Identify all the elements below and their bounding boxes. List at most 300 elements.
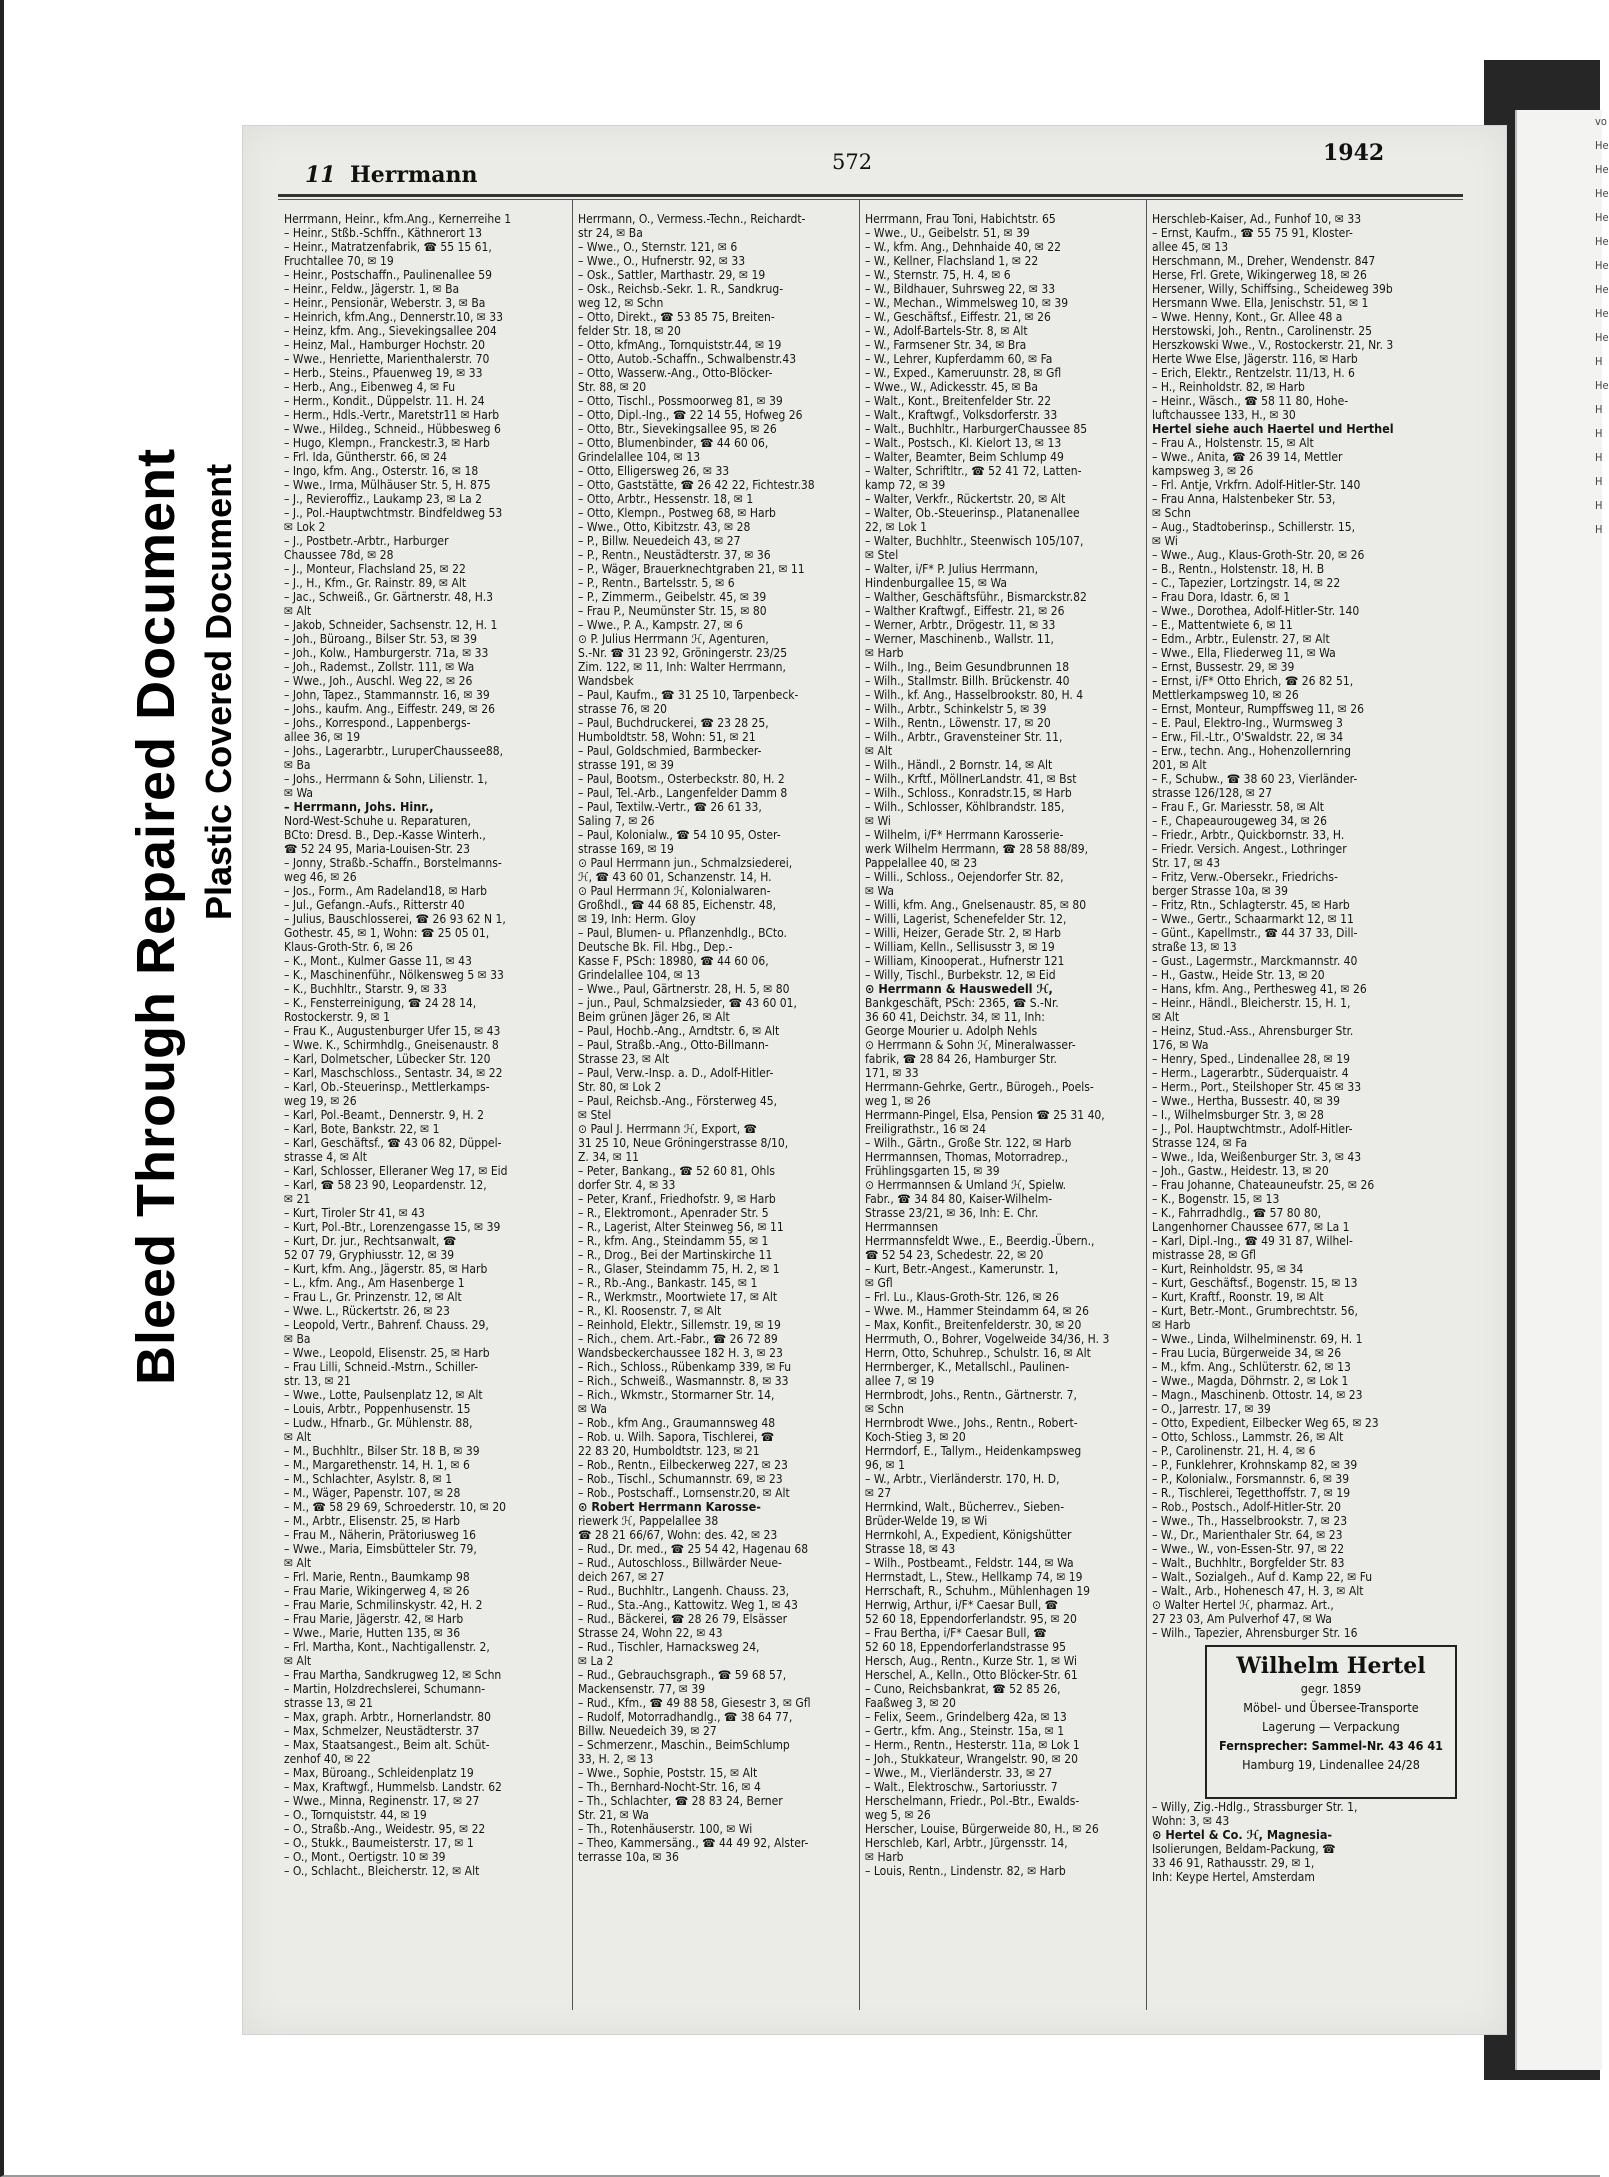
directory-entry: – Heinz, Mal., Hamburger Hochstr. 20 xyxy=(284,338,485,352)
directory-entry: – Walter, Beamter, Beim Schlump 49 xyxy=(865,450,1064,464)
directory-entry: – J., Pol. Hauptwchtmstr., Adolf-Hitler- xyxy=(1152,1122,1353,1136)
directory-entry: Str. 17, ✉ 43 xyxy=(1152,856,1221,870)
directory-entry: – Heinz, Stud.-Ass., Ahrensburger Str. xyxy=(1152,1024,1354,1038)
directory-entry: – Rud., Dr. med., ☎ 25 54 42, Hagenau 68 xyxy=(578,1542,809,1556)
directory-entry: – J., H., Kfm., Gr. Rainstr. 89, ✉ Alt xyxy=(284,576,467,590)
directory-entry: – Heinz, kfm. Ang., Sievekingsallee 204 xyxy=(284,324,497,338)
directory-entry: – Th., Bernhard-Nocht-Str. 16, ✉ 4 xyxy=(578,1780,761,1794)
directory-entry: – C., Tapezier, Lortzingstr. 14, ✉ 22 xyxy=(1152,576,1341,590)
directory-entry: ⊙ Herrmann & Sohn ℋ, Mineralwasser- xyxy=(865,1038,1076,1052)
directory-entry: – Wilh., Schlosser, Köhlbrandstr. 185, xyxy=(865,800,1065,814)
directory-entry: Grindelallee 104, ✉ 13 xyxy=(578,968,701,982)
directory-entry: weg 5, ✉ 26 xyxy=(865,1808,931,1822)
directory-entry: Str. 88, ✉ 20 xyxy=(578,380,647,394)
directory-entry: – Kurt, Tiroler Str 41, ✉ 43 xyxy=(284,1206,425,1220)
directory-entry: – Otto, Direkt., ☎ 53 85 75, Breiten- xyxy=(578,310,775,324)
ad-address: Hamburg 19, Lindenallee 24/28 xyxy=(1242,1757,1420,1772)
column-separator xyxy=(1146,200,1147,2010)
directory-entry: ⊙ Paul J. Herrmann ℋ, Export, ☎ xyxy=(578,1122,757,1136)
directory-entry: – Karl, Ob.-Steuerinsp., Mettlerkamps- xyxy=(284,1080,490,1094)
directory-entry: – Heinr., Wäsch., ☎ 58 11 80, Hohe- xyxy=(1152,394,1349,408)
directory-entry: – Herb., Ang., Eibenweg 4, ✉ Fu xyxy=(284,380,456,394)
directory-entry: ✉ Ba xyxy=(284,1332,311,1346)
directory-entry: ☎ 52 54 23, Schedestr. 22, ✉ 20 xyxy=(865,1248,1044,1262)
directory-entry: – Herm., Kondit., Düppelstr. 11. H. 24 xyxy=(284,394,485,408)
directory-entry: – Otto, Expedient, Eilbecker Weg 65, ✉ 23 xyxy=(1152,1416,1379,1430)
directory-entry: 22 83 20, Humboldtstr. 123, ✉ 21 xyxy=(578,1444,760,1458)
directory-entry: ⊙ Paul Herrmann jun., Schmalzsiederei, xyxy=(578,856,793,870)
directory-entry: Herrnkind, Walt., Bücherrev., Sieben- xyxy=(865,1500,1065,1514)
header-rule-thin xyxy=(278,199,1463,200)
directory-entry: – Karl, Schlosser, Elleraner Weg 17, ✉ Eid xyxy=(284,1164,508,1178)
advertisement-box xyxy=(1205,1645,1457,1799)
directory-entry: – F., Schubw., ☎ 38 60 23, Vierländer- xyxy=(1152,772,1358,786)
directory-column-1 xyxy=(284,212,560,2012)
directory-entry: – Karl, Maschschloss., Sentastr. 34, ✉ 22 xyxy=(284,1066,503,1080)
directory-entry: – Hugo, Klempn., Franckestr.3, ✉ Harb xyxy=(284,436,490,450)
directory-entry: – Frau K., Augustenburger Ufer 15, ✉ 43 xyxy=(284,1024,501,1038)
directory-entry: Brüder-Welde 19, ✉ Wi xyxy=(865,1514,988,1528)
directory-entry: Herschmann, M., Dreher, Wendenstr. 847 xyxy=(1152,254,1376,268)
directory-entry: – Th., Rotenhäuserstr. 100, ✉ Wi xyxy=(578,1822,753,1836)
directory-entry: fabrik, ☎ 28 84 26, Hamburger Str. xyxy=(865,1052,1057,1066)
ad-phone: Fernsprecher: Sammel-Nr. 43 46 41 xyxy=(1219,1738,1443,1753)
directory-entry: – Otto, Elligersweg 26, ✉ 33 xyxy=(578,464,730,478)
directory-entry: strasse 13, ✉ 21 xyxy=(284,1696,374,1710)
directory-entry: – Max, Konfit., Breitenfelderstr. 30, ✉ 20 xyxy=(865,1318,1082,1332)
directory-entry: – W., Exped., Kameruunstr. 28, ✉ Gfl xyxy=(865,366,1062,380)
directory-entry: – Rud., Tischler, Harnacksweg 24, xyxy=(578,1640,760,1654)
directory-entry: – Max, Staatsangest., Beim alt. Schüt- xyxy=(284,1738,490,1752)
directory-entry: – Julius, Bauschlosserei, ☎ 26 93 62 N 1, xyxy=(284,912,506,926)
directory-entry: – Joh., Kolw., Hamburgerstr. 71a, ✉ 33 xyxy=(284,646,489,660)
adjacent-page-fragment: He xyxy=(1595,379,1609,392)
directory-entry: – Heinr., Pensionär, Weberstr. 3, ✉ Ba xyxy=(284,296,486,310)
directory-entry: – Paul, Bootsm., Osterbeckstr. 80, H. 2 xyxy=(578,772,785,786)
directory-entry: ✉ Gfl xyxy=(865,1276,893,1290)
directory-entry: – R., Rb.-Ang., Bankastr. 145, ✉ 1 xyxy=(578,1276,758,1290)
directory-entry: – Frl. Martha, Kont., Nachtigallenstr. 2, xyxy=(284,1640,490,1654)
directory-entry: – Kurt, Pol.-Btr., Lorenzengasse 15, ✉ 39 xyxy=(284,1220,501,1234)
directory-entry: – Heinr., Matratzenfabrik, ☎ 55 15 61, xyxy=(284,240,492,254)
directory-entry: ☎ 28 21 66/67, Wohn: des. 42, ✉ 23 xyxy=(578,1528,778,1542)
directory-entry: ⊙ Robert Herrmann Karosse- xyxy=(578,1499,761,1514)
directory-entry: – William, Kinooperat., Hufnerstr 121 xyxy=(865,954,1065,968)
directory-entry: – O., Stukk., Baumeisterstr. 17, ✉ 1 xyxy=(284,1836,474,1850)
directory-entry: – Rud., Buchhltr., Langenh. Chauss. 23, xyxy=(578,1584,790,1598)
directory-entry: – Kurt, kfm. Ang., Jägerstr. 85, ✉ Harb xyxy=(284,1262,488,1276)
directory-entry: weg 12, ✉ Schn xyxy=(578,296,664,310)
directory-entry: Strasse 24, Wohn 22, ✉ 43 xyxy=(578,1626,723,1640)
directory-entry: ✉ 19, Inh: Herm. Gloy xyxy=(578,912,696,926)
directory-entry: allee 7, ✉ 19 xyxy=(865,1374,935,1388)
directory-entry: Herschel, A., Kelln., Otto Blöcker-Str. 61 xyxy=(865,1668,1078,1682)
directory-entry: – Gust., Lagermstr., Marckmannstr. 40 xyxy=(1152,954,1358,968)
directory-entry: – Walther, Geschäftsführ., Bismarckstr.82 xyxy=(865,590,1087,604)
directory-entry: – Frau Marie, Wikingerweg 4, ✉ 26 xyxy=(284,1584,470,1598)
directory-entry: – Rud., Bäckerei, ☎ 28 26 79, Elsässer xyxy=(578,1612,788,1626)
directory-entry: – Frau A., Holstenstr. 15, ✉ Alt xyxy=(1152,436,1314,450)
directory-entry: – Karl, Dolmetscher, Lübecker Str. 120 xyxy=(284,1052,491,1066)
directory-entry: – Wilh., Ing., Beim Gesundbrunnen 18 xyxy=(865,660,1070,674)
directory-entry: – Rud., Kfm., ☎ 49 88 58, Giesestr 3, ✉ Gfl xyxy=(578,1696,811,1710)
directory-entry: – O., Schlacht., Bleicherstr. 12, ✉ Alt xyxy=(284,1864,480,1878)
directory-entry: – Wwe., Irma, Mülhäuser Str. 5, H. 875 xyxy=(284,478,491,492)
directory-entry: – W., Dr., Marienthaler Str. 64, ✉ 23 xyxy=(1152,1528,1343,1542)
directory-entry: terrasse 10a, ✉ 36 xyxy=(578,1850,679,1864)
directory-entry: – Ernst, Bussestr. 29, ✉ 39 xyxy=(1152,660,1295,674)
directory-entry: – M., kfm. Ang., Schlüterstr. 62, ✉ 13 xyxy=(1152,1360,1351,1374)
directory-entry: – Louis, Rentn., Lindenstr. 82, ✉ Harb xyxy=(865,1864,1066,1878)
directory-entry: – Ernst, Kaufm., ☎ 55 75 91, Kloster- xyxy=(1152,226,1353,240)
adjacent-page-fragment: H xyxy=(1595,427,1603,440)
directory-entry: – Paul, Blumen- u. Pflanzenhdlg., BCto. xyxy=(578,926,787,940)
directory-entry: – Otto, Autob.-Schaffn., Schwalbenstr.43 xyxy=(578,352,797,366)
directory-entry: – J., Postbetr.-Arbtr., Harburger xyxy=(284,534,449,548)
directory-entry: Herrmuth, O., Bohrer, Vogelweide 34/36, H. 3 xyxy=(865,1332,1110,1346)
directory-entry: ✉ Alt xyxy=(284,1654,312,1668)
directory-entry: Pappelallee 40, ✉ 23 xyxy=(865,856,978,870)
directory-entry: – Frl. Marie, Rentn., Baumkamp 98 xyxy=(284,1570,470,1584)
directory-entry: Zim. 122, ✉ 11, Inh: Walter Herrmann, xyxy=(578,660,786,674)
directory-entry: – Herm., Port., Steilshoper Str. 45 ✉ 33 xyxy=(1152,1080,1362,1094)
directory-entry: – Johs., kaufm. Ang., Eiffestr. 249, ✉ 26 xyxy=(284,702,496,716)
directory-entry: – Aug., Stadtoberinsp., Schillerstr. 15, xyxy=(1152,520,1356,534)
directory-entry: – Ernst, i/F* Otto Ehrich, ☎ 26 82 51, xyxy=(1152,674,1354,688)
directory-entry: – Wwe., P. A., Kampstr. 27, ✉ 6 xyxy=(578,618,744,632)
directory-entry: – Rob., Postsch., Adolf-Hitler-Str. 20 xyxy=(1152,1500,1341,1514)
directory-column-3 xyxy=(865,212,1141,2012)
directory-entry: Langenhorner Chaussee 677, ✉ La 1 xyxy=(1152,1220,1350,1234)
directory-entry: – Walther Kraftwgf., Eiffestr. 21, ✉ 26 xyxy=(865,604,1065,618)
directory-entry: Kasse F, PSch: 18980, ☎ 44 60 06, xyxy=(578,954,769,968)
directory-entry: – W., Lehrer, Kupferdamm 60, ✉ Fa xyxy=(865,352,1053,366)
directory-entry: – Frau Bertha, i/F* Caesar Bull, ☎ xyxy=(865,1626,1047,1640)
directory-entry: strasse 191, ✉ 39 xyxy=(578,758,674,772)
directory-entry: – Karl, Pol.-Beamt., Dennerstr. 9, H. 2 xyxy=(284,1108,485,1122)
directory-entry: – Rich., Schloss., Rübenkamp 339, ✉ Fu xyxy=(578,1360,792,1374)
directory-entry: ✉ Schn xyxy=(865,1402,904,1416)
directory-entry: – Karl, Geschäftsf., ☎ 43 06 82, Düppel- xyxy=(284,1136,502,1150)
directory-entry: – Erw., techn. Ang., Hohenzollernring xyxy=(1152,744,1351,758)
directory-entry: ✉ Stel xyxy=(578,1108,612,1122)
directory-entry: – Wwe. M., Hammer Steindamm 64, ✉ 26 xyxy=(865,1304,1090,1318)
directory-entry: Grindelallee 104, ✉ 13 xyxy=(578,450,701,464)
directory-entry: – R., Kl. Roosenstr. 7, ✉ Alt xyxy=(578,1304,722,1318)
directory-entry: – Wwe., Linda, Wilhelminenstr. 69, H. 1 xyxy=(1152,1332,1363,1346)
directory-entry: mistrasse 28, ✉ Gfl xyxy=(1152,1248,1256,1262)
directory-entry: – Wilh., kf. Ang., Hasselbrookstr. 80, H. 4 xyxy=(865,688,1084,702)
directory-entry: – Herm., Hdls.-Vertr., Maretstr11 ✉ Harb xyxy=(284,408,500,422)
directory-entry: – O., Jarrestr. 17, ✉ 39 xyxy=(1152,1402,1271,1416)
directory-entry: – Joh., Büroang., Bilser Str. 53, ✉ 39 xyxy=(284,632,477,646)
directory-entry: straße 13, ✉ 13 xyxy=(1152,940,1237,954)
directory-entry: 31 25 10, Neue Gröningerstrasse 8/10, xyxy=(578,1136,789,1150)
directory-entry: Herrmannsfeldt Wwe., E., Beerdig.-Übern., xyxy=(865,1234,1095,1248)
directory-column-4-continued xyxy=(1152,1800,1428,2010)
directory-entry: – R., Elektromont., Apenrader Str. 5 xyxy=(578,1206,769,1220)
directory-entry: – Wwe., Otto, Kibitzstr. 43, ✉ 28 xyxy=(578,520,751,534)
directory-entry: – John, Tapez., Stammannstr. 16, ✉ 39 xyxy=(284,688,490,702)
directory-entry: – Jul., Gefangn.-Aufs., Ritterstr 40 xyxy=(284,898,465,912)
directory-entry: ✉ 21 xyxy=(284,1192,311,1206)
year: 1942 xyxy=(1323,140,1385,166)
directory-entry: – Osk., Sattler, Marthastr. 29, ✉ 19 xyxy=(578,268,766,282)
directory-entry: – Paul, Reichsb.-Ang., Försterweg 45, xyxy=(578,1094,778,1108)
directory-entry: – Wilh., Schloss., Konradstr.15, ✉ Harb xyxy=(865,786,1072,800)
directory-entry: strasse 169, ✉ 19 xyxy=(578,842,674,856)
directory-entry: werk Wilhelm Herrmann, ☎ 28 58 88/89, xyxy=(865,842,1089,856)
directory-entry: – Max, Kraftwgf., Hummelsb. Landstr. 62 xyxy=(284,1780,502,1794)
directory-entry: – Kurt, Betr.-Angest., Kamerunstr. 1, xyxy=(865,1262,1059,1276)
directory-entry: ⊙ Herrmann & Hauswedell ℋ, xyxy=(865,981,1053,996)
directory-entry: – Wwe. K., Schirmhdlg., Gneisenaustr. 8 xyxy=(284,1038,499,1052)
directory-entry: – P., Rentn., Neustädterstr. 37, ✉ 36 xyxy=(578,548,771,562)
directory-entry: felder Str. 18, ✉ 20 xyxy=(578,324,681,338)
directory-entry: dorfer Str. 4, ✉ 33 xyxy=(578,1178,676,1192)
directory-entry: – W., Bildhauer, Suhrsweg 22, ✉ 33 xyxy=(865,282,1056,296)
directory-entry: – M., ☎ 58 29 69, Schroederstr. 10, ✉ 20 xyxy=(284,1500,507,1514)
directory-entry: – Wilh., Arbtr., Gravensteiner Str. 11, xyxy=(865,730,1063,744)
directory-entry: – Kurt, Reinholdstr. 95, ✉ 34 xyxy=(1152,1262,1304,1276)
directory-entry: – Wwe., W., Adickesstr. 45, ✉ Ba xyxy=(865,380,1039,394)
directory-entry: – P., Wäger, Brauerknechtgraben 21, ✉ 11 xyxy=(578,562,805,576)
directory-entry: – Gertr., kfm. Ang., Steinstr. 15a, ✉ 1 xyxy=(865,1724,1065,1738)
directory-entry: – Joh., Stukkateur, Wrangelstr. 90, ✉ 20 xyxy=(865,1752,1078,1766)
directory-entry: 52 07 79, Gryphiusstr. 12, ✉ 39 xyxy=(284,1248,455,1262)
label-bleed-through: Bleed Through Repaired Document xyxy=(126,447,186,1385)
directory-entry: – Wilh., Arbtr., Schinkelstr 5, ✉ 39 xyxy=(865,702,1047,716)
directory-entry: – F., Chapeaurougeweg 34, ✉ 26 xyxy=(1152,814,1328,828)
directory-entry: Herrnkohl, A., Expedient, Königshütter xyxy=(865,1528,1072,1542)
adjacent-page-fragment: He xyxy=(1595,187,1609,200)
directory-entry: – Walt., Arb., Hohenesch 47, H. 3, ✉ Alt xyxy=(1152,1584,1364,1598)
directory-entry: – R., kfm. Ang., Steindamm 55, ✉ 1 xyxy=(578,1234,769,1248)
directory-entry: Strasse 23/21, ✉ 36, Inh: E. Chr. xyxy=(865,1206,1039,1220)
directory-entry: – Wilh., Postbeamt., Feldstr. 144, ✉ Wa xyxy=(865,1556,1074,1570)
directory-entry: S.-Nr. ☎ 31 23 92, Gröningerstr. 23/25 xyxy=(578,646,788,660)
directory-entry: – P., Zimmerm., Geibelstr. 45, ✉ 39 xyxy=(578,590,767,604)
directory-entry: – Frau Lilli, Schneid.-Mstrn., Schiller- xyxy=(284,1360,479,1374)
directory-entry: – Max, Schmelzer, Neustädterstr. 37 xyxy=(284,1724,480,1738)
directory-entry: Klaus-Groth-Str. 6, ✉ 26 xyxy=(284,940,413,954)
directory-entry: – M., Schlachter, Asylstr. 8, ✉ 1 xyxy=(284,1472,453,1486)
directory-entry: Frühlingsgarten 15, ✉ 39 xyxy=(865,1164,1000,1178)
adjacent-page-fragment: He xyxy=(1595,211,1609,224)
directory-entry: ✉ Harb xyxy=(865,646,904,660)
directory-entry: Faaßweg 3, ✉ 20 xyxy=(865,1696,956,1710)
directory-entry: – Henry, Sped., Lindenallee 28, ✉ 19 xyxy=(1152,1052,1350,1066)
directory-entry: Z. 34, ✉ 11 xyxy=(578,1150,640,1164)
directory-entry: – W., Farmsener Str. 34, ✉ Bra xyxy=(865,338,1027,352)
directory-entry: allee 36, ✉ 19 xyxy=(284,730,361,744)
directory-entry: – Rich., chem. Art.-Fabr., ☎ 26 72 89 xyxy=(578,1332,778,1346)
directory-entry: ✉ Stel xyxy=(865,548,899,562)
directory-entry: Strasse 124, ✉ Fa xyxy=(1152,1136,1248,1150)
directory-entry: ⊙ Hertel & Co. ℋ, Magnesia- xyxy=(1152,1827,1333,1842)
directory-entry: Bankgeschäft, PSch: 2365, ☎ S.-Nr. xyxy=(865,996,1059,1010)
directory-entry: – Karl, Bote, Bankstr. 22, ✉ 1 xyxy=(284,1122,440,1136)
directory-entry: – Paul, Buchdruckerei, ☎ 23 28 25, xyxy=(578,716,769,730)
directory-entry: – Jakob, Schneider, Sachsenstr. 12, H. 1 xyxy=(284,618,498,632)
directory-entry: – Frl. Ida, Güntherstr. 66, ✉ 24 xyxy=(284,450,448,464)
directory-entry: Herrndorf, E., Tallym., Heidenkampsweg xyxy=(865,1444,1082,1458)
directory-entry: ✉ Wa xyxy=(578,1402,607,1416)
directory-entry: 52 60 18, Eppendorferlandstr. 95, ✉ 20 xyxy=(865,1612,1077,1626)
directory-entry: ✉ Alt xyxy=(284,1430,312,1444)
directory-entry: – Wwe., W., von-Essen-Str. 97, ✉ 22 xyxy=(1152,1542,1345,1556)
directory-entry: – Ingo, kfm. Ang., Osterstr. 16, ✉ 18 xyxy=(284,464,479,478)
directory-entry: – J., Monteur, Flachsland 25, ✉ 22 xyxy=(284,562,466,576)
directory-entry: str. 13, ✉ 21 xyxy=(284,1374,351,1388)
directory-entry: – Peter, Bankang., ☎ 52 60 81, Ohls xyxy=(578,1164,775,1178)
directory-entry: – H., Gastw., Heide Str. 13, ✉ 20 xyxy=(1152,968,1325,982)
directory-entry: ✉ Harb xyxy=(865,1850,904,1864)
directory-entry: – Willy, Zig.-Hdlg., Strassburger Str. 1, xyxy=(1152,1800,1358,1814)
directory-entry: – Otto, Dipl.-Ing., ☎ 22 14 55, Hofweg 26 xyxy=(578,408,803,422)
directory-entry: – J., Pol.-Hauptwchtmstr. Bindfeldweg 53 xyxy=(284,506,503,520)
directory-entry: – Wwe., M., Vierländerstr. 33, ✉ 27 xyxy=(865,1766,1053,1780)
directory-entry: Fabr., ☎ 34 84 80, Kaiser-Wilhelm- xyxy=(865,1192,1053,1206)
directory-entry: BCto: Dresd. B., Dep.-Kasse Winterh., xyxy=(284,828,486,842)
directory-entry: – L., kfm. Ang., Am Hasenberge 1 xyxy=(284,1276,465,1290)
directory-entry: – W., Arbtr., Vierländerstr. 170, H. D, xyxy=(865,1472,1060,1486)
directory-entry: ✉ Wa xyxy=(865,884,894,898)
directory-entry: – Wwe., Leopold, Elisenstr. 25, ✉ Harb xyxy=(284,1346,490,1360)
directory-entry: Herrmann, Heinr., kfm.Ang., Kernerreihe 1 xyxy=(284,212,512,226)
directory-entry: Strasse 18, ✉ 43 xyxy=(865,1542,956,1556)
directory-entry: – P., Carolinenstr. 21, H. 4, ✉ 6 xyxy=(1152,1444,1316,1458)
directory-entry: – Paul, Textilw.-Vertr., ☎ 26 61 33, xyxy=(578,800,762,814)
directory-entry: – R., Lagerist, Alter Steinweg 56, ✉ 11 xyxy=(578,1220,784,1234)
directory-entry: – Frau Marie, Schmilinskystr. 42, H. 2 xyxy=(284,1598,483,1612)
directory-entry: – K., Mont., Kulmer Gasse 11, ✉ 43 xyxy=(284,954,472,968)
ad-company-name: Wilhelm Hertel xyxy=(1236,1653,1426,1679)
directory-entry: – Osk., Reichsb.-Sekr. 1. R., Sandkrug- xyxy=(578,282,784,296)
adjacent-page-fragment: H xyxy=(1595,523,1603,536)
directory-entry: weg 46, ✉ 26 xyxy=(284,870,357,884)
directory-entry: Herrmannsen xyxy=(865,1220,939,1234)
directory-entry: Großhdl., ☎ 44 68 85, Eichenstr. 48, xyxy=(578,898,777,912)
directory-entry: – Paul, Kaufm., ☎ 31 25 10, Tarpenbeck- xyxy=(578,688,799,702)
directory-entry: kampsweg 3, ✉ 26 xyxy=(1152,464,1254,478)
directory-entry: – Friedr., Arbtr., Quickbornstr. 33, H. xyxy=(1152,828,1345,842)
directory-entry: Humboldtstr. 58, Wohn: 51, ✉ 21 xyxy=(578,730,756,744)
directory-entry: Herrmann-Pingel, Elsa, Pension ☎ 25 31 40, xyxy=(865,1108,1105,1122)
directory-entry: – O., Tornquiststr. 44, ✉ 19 xyxy=(284,1808,427,1822)
section-word: Herrmann xyxy=(350,162,478,188)
directory-entry: Herschelmann, Friedr., Pol.-Btr., Ewalds- xyxy=(865,1794,1080,1808)
directory-entry: Herscher, Louise, Bürgerweide 80, H., ✉ 26 xyxy=(865,1822,1099,1836)
directory-entry: – Joh., Rademst., Zollstr. 111, ✉ Wa xyxy=(284,660,475,674)
directory-entry: Herrnbrodt Wwe., Johs., Rentn., Robert- xyxy=(865,1416,1078,1430)
directory-entry: – Wilh., Rentn., Löwenstr. 17, ✉ 20 xyxy=(865,716,1051,730)
directory-entry: – K., Buchhltr., Starstr. 9, ✉ 33 xyxy=(284,982,448,996)
directory-entry: 33 46 91, Rathausstr. 29, ✉ 1, xyxy=(1152,1856,1315,1870)
directory-entry: – Wilh., Stallmstr. Billh. Brückenstr. 40 xyxy=(865,674,1070,688)
directory-entry: – Willi, Heizer, Gerade Str. 2, ✉ Harb xyxy=(865,926,1061,940)
directory-entry: – Walter, Schriftltr., ☎ 52 41 72, Latten- xyxy=(865,464,1082,478)
directory-entry: Herschleb, Karl, Arbtr., Jürgensstr. 14, xyxy=(865,1836,1068,1850)
directory-entry: – Paul, Tel.-Arb., Langenfelder Damm 8 xyxy=(578,786,788,800)
directory-entry: – Heinr., Feldw., Jägerstr. 1, ✉ Ba xyxy=(284,282,460,296)
directory-entry: – Edm., Arbtr., Eulenstr. 27, ✉ Alt xyxy=(1152,632,1330,646)
directory-entry: – Johs., Lagerarbtr., LuruperChaussee88, xyxy=(284,744,504,758)
directory-entry: – Walter, Buchhltr., Steenwisch 105/107, xyxy=(865,534,1084,548)
adjacent-page-fragment: H xyxy=(1595,355,1603,368)
directory-entry: – Martin, Holzdrechslerei, Schumann- xyxy=(284,1682,486,1696)
directory-entry: – Frl. Lu., Klaus-Groth-Str. 126, ✉ 26 xyxy=(865,1290,1059,1304)
directory-entry: – Willi, kfm. Ang., Gnelsenaustr. 85, ✉ 80 xyxy=(865,898,1087,912)
directory-entry: – Walt., Buchhltr., Borgfelder Str. 83 xyxy=(1152,1556,1345,1570)
directory-entry: – R., Glaser, Steindamm 75, H. 2, ✉ 1 xyxy=(578,1262,780,1276)
directory-entry: – M., Arbtr., Elisenstr. 25, ✉ Harb xyxy=(284,1514,461,1528)
directory-entry: – Walt., Sozialgeh., Auf d. Kamp 22, ✉ Fu xyxy=(1152,1570,1373,1584)
directory-entry: Hindenburgallee 15, ✉ Wa xyxy=(865,576,1008,590)
directory-entry: Herrnberger, K., Metallschl., Paulinen- xyxy=(865,1360,1070,1374)
directory-entry: – Walt., Postsch., Kl. Kielort 13, ✉ 13 xyxy=(865,436,1062,450)
directory-entry: – Heinr., Postschaffn., Paulinenallee 59 xyxy=(284,268,493,282)
directory-entry: – Rob., kfm Ang., Graumannsweg 48 xyxy=(578,1416,776,1430)
directory-entry: – K., Fensterreinigung, ☎ 24 28 14, xyxy=(284,996,477,1010)
directory-entry: – Kurt, Dr. jur., Rechtsanwalt, ☎ xyxy=(284,1234,457,1248)
directory-entry: Herte Wwe Else, Jägerstr. 116, ✉ Harb xyxy=(1152,352,1358,366)
header-rule xyxy=(278,194,1463,197)
directory-entry: – Walter, Verkfr., Rückertstr. 20, ✉ Alt xyxy=(865,492,1066,506)
directory-entry: George Mourier u. Adolph Nehls xyxy=(865,1024,1038,1038)
directory-entry: Strasse 23, ✉ Alt xyxy=(578,1052,670,1066)
directory-entry: – Rob., Postschaff., Lornsenstr.20, ✉ Alt xyxy=(578,1486,790,1500)
directory-entry: – J., Revieroffiz., Laukamp 23, ✉ La 2 xyxy=(284,492,483,506)
directory-entry: Chaussee 78d, ✉ 28 xyxy=(284,548,394,562)
directory-entry: Str. 80, ✉ Lok 2 xyxy=(578,1080,662,1094)
directory-entry: – Wwe., Minna, Reginenstr. 17, ✉ 27 xyxy=(284,1794,480,1808)
directory-entry: – Jac., Schweiß., Gr. Gärtnerstr. 48, H.3 xyxy=(284,590,494,604)
directory-entry: – Rud., Sta.-Ang., Kattowitz. Weg 1, ✉ 43 xyxy=(578,1598,798,1612)
directory-entry: – P., Kolonialw., Forsmannstr. 6, ✉ 39 xyxy=(1152,1472,1350,1486)
ad-service-line: Möbel- und Übersee-Transporte xyxy=(1243,1700,1419,1715)
directory-entry: – Rudolf, Motorradhandlg., ☎ 38 64 77, xyxy=(578,1710,793,1724)
directory-entry: – Willy, Tischl., Burbekstr. 12, ✉ Eid xyxy=(865,968,1056,982)
directory-entry: – jun., Paul, Schmalzsieder, ☎ 43 60 01, xyxy=(578,996,797,1010)
adjacent-page-fragment: He xyxy=(1595,283,1609,296)
directory-entry: luftchaussee 133, H., ✉ 30 xyxy=(1152,408,1296,422)
directory-entry: strasse 126/128, ✉ 27 xyxy=(1152,786,1273,800)
directory-entry: – Cuno, Reichsbankrat, ☎ 52 85 26, xyxy=(865,1682,1061,1696)
directory-entry: – K., Bogenstr. 15, ✉ 13 xyxy=(1152,1192,1280,1206)
directory-entry: – Wwe., Anita, ☎ 26 39 14, Mettler xyxy=(1152,450,1343,464)
directory-entry: – Walt., Buchhltr., HarburgerChaussee 85 xyxy=(865,422,1088,436)
directory-column-2 xyxy=(578,212,854,2012)
directory-entry: ✉ Alt xyxy=(1152,1010,1180,1024)
directory-entry: – Rich., Schweiß., Wasmannstr. 8, ✉ 33 xyxy=(578,1374,789,1388)
directory-entry: – P., Funklehrer, Krohnskamp 82, ✉ 39 xyxy=(1152,1458,1358,1472)
directory-entry: – Karl, ☎ 58 23 90, Leopardenstr. 12, xyxy=(284,1178,487,1192)
directory-entry: Wandsbek xyxy=(578,674,634,688)
directory-entry: – Frau Johanne, Chateauneufstr. 25, ✉ 26 xyxy=(1152,1178,1375,1192)
directory-entry: ⊙ Herrmannsen & Umland ℋ, Spielw. xyxy=(865,1178,1067,1192)
column-separator xyxy=(859,200,860,2010)
directory-entry: 36 60 41, Deichstr. 34, ✉ 11, Inh: xyxy=(865,1010,1045,1024)
directory-entry: – Otto, Btr., Sievekingsallee 95, ✉ 26 xyxy=(578,422,777,436)
adjacent-page-fragment: H xyxy=(1595,451,1603,464)
directory-entry: Hertel siehe auch Haertel und Herthel xyxy=(1152,421,1394,436)
directory-entry: Herrnbrodt, Johs., Rentn., Gärtnerstr. 7, xyxy=(865,1388,1077,1402)
directory-entry: – Günt., Kapellmstr., ☎ 44 37 33, Dill- xyxy=(1152,926,1358,940)
directory-entry: – Paul, Verw.-Insp. a. D., Adolf-Hitler- xyxy=(578,1066,774,1080)
directory-entry: Herrmann, O., Vermess.-Techn., Reichardt- xyxy=(578,212,806,226)
directory-entry: – H., Reinholdstr. 82, ✉ Harb xyxy=(1152,380,1305,394)
